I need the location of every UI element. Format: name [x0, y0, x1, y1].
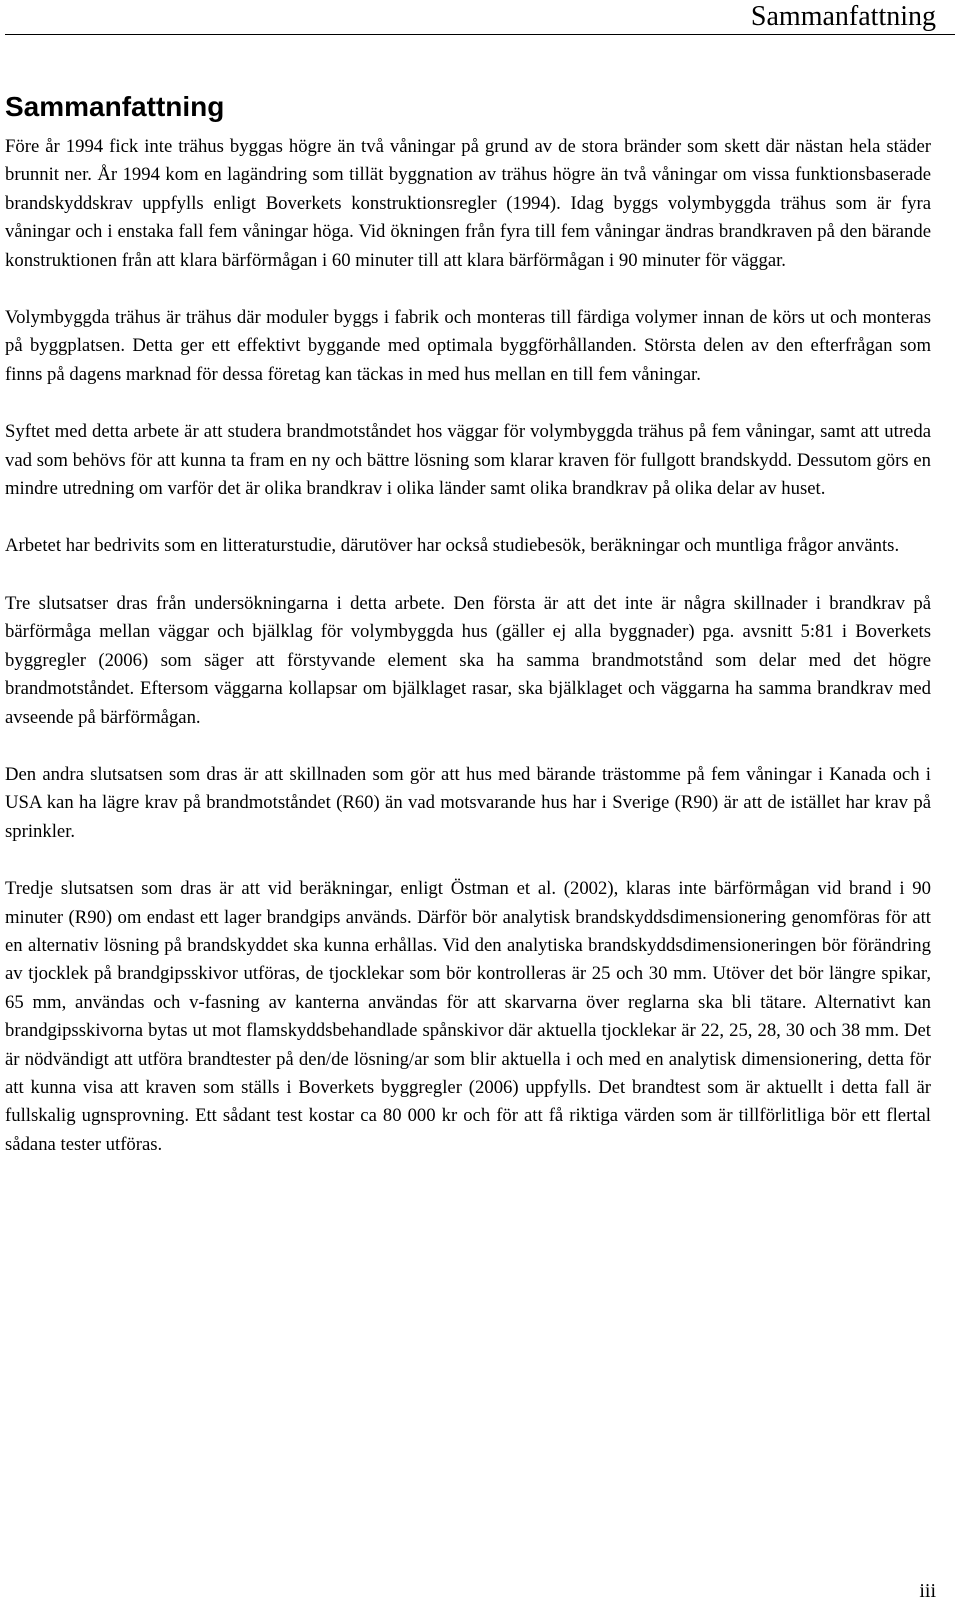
running-header: Sammanfattning — [750, 1, 936, 32]
paragraph-background: Före år 1994 fick inte trähus byggas högre än två våningar på grund av de stora bränder som skett där nästan hela städer brunnit ner. År 1994 kom en lagändring som tillät byggnation av trähus högre än två våningar om vissa funktionsbaserade brandskyddskrav uppfylls enligt Boverkets konstruktionsregler (1994). Idag byggs volymbyggda trähus som är fyra våningar och i enstaka fall fem våningar höga. Vid ökningen från fyra till fem våningar ändras brandkraven på den bärande konstruktionen från att klara bärförmågan i 60 minuter till att klara bärförmågan i 90 minuter för väggar. — [5, 136, 931, 271]
paragraph-conclusion-3: Tredje slutsatsen som dras är att vid beräkningar, enligt Östman et al. (2002), klaras inte bärförmågan vid brand i 90 minuter (R90) om endast ett lager brandgips används. Därför bör analytisk brandskyddsdimensionering genomföras för att en alternativ lösning på brandskyddet ska kunna erhållas. Vid den analytiska brandskyddsdimensioneringen bör förändring av tjocklek på brandgipsskivor utföras, de tjocklekar som bör kontrolleras är 25 och 30 mm. Utöver det bör längre spikar, 65 mm, användas och v-fasning av kanterna användas för att skarvarna över reglarna ska bli tätare. Alternativt kan brandgipsskivorna bytas ut mot flamskyddsbehandlade spånskivor där aktuella tjocklekar är 22, 25, 28, 30 och 38 mm. Det är nödvändigt att utföra brandtester på den/de lösning/ar som blir aktuella i och med en analytisk dimensionering, detta för att kunna visa att kraven som ställs i Boverkets byggregler (2006) uppfylls. Det brandtest som är aktuellt i detta fall är fullskalig ugnsprovning. Ett sådant test kostar ca 80 000 kr och för att få riktiga värden som är tillförlitliga bör ett flertal sådana tester utföras. — [5, 878, 931, 1155]
page-title: Sammanfattning — [5, 91, 225, 122]
paragraph-volume-houses: Volymbyggda trähus är trähus där moduler byggs i fabrik och monteras till färdiga volymer innan de körs ut och monteras på byggplatsen. Detta ger ett effektivt byggande med optimala byggförhållanden. Största delen av den efterfrågan som finns på dagens marknad för dessa företag kan täckas in med hus mellan en till fem våningar. — [5, 307, 931, 385]
paragraph-conclusion-1: Tre slutsatser dras från undersökningarna i detta arbete. Den första är att det inte är några skillnader i brandkrav på bärförmåga mellan väggar och bjälklag för volymbyggda hus (gäller ej alla byggnader) pga. avsnitt 5:81 i Boverkets byggregler (2006) som säger att förstyvande element ska ha samma brandmotstånd som delar med det högre brandmotståndet. Eftersom väggarna kollapsar om bjälklaget rasar, ska bjälklaget och väggarna ha samma brandkrav med avseende på bärförmågan. — [5, 592, 931, 728]
page-number: iii — [919, 1580, 936, 1602]
summary-body — [5, 133, 931, 1188]
paragraph-method: Arbetet har bedrivits som en litteraturstudie, därutöver har också studiebesök, beräkningar och muntliga frågor använts. — [5, 535, 900, 557]
paragraph-purpose: Syftet med detta arbete är att studera brandmotståndet hos väggar för volymbyggda trähus på fem våningar, samt att utreda vad som behövs för att kunna ta fram en ny och bättre lösning som klarar kraven för fullgott brandskydd. Dessutom görs en mindre utredning om varför det är olika brandkrav i olika länder samt olika brandkrav på olika delar av huset. — [5, 421, 931, 500]
header-divider — [5, 34, 955, 35]
paragraph-conclusion-2: Den andra slutsatsen som dras är att skillnaden som gör att hus med bärande trästomme på fem våningar i Kanada och i USA kan ha lägre krav på brandmotståndet (R60) än vad motsvarande hus har i Sverige (R90) är att de istället har krav på sprinkler. — [5, 763, 931, 842]
